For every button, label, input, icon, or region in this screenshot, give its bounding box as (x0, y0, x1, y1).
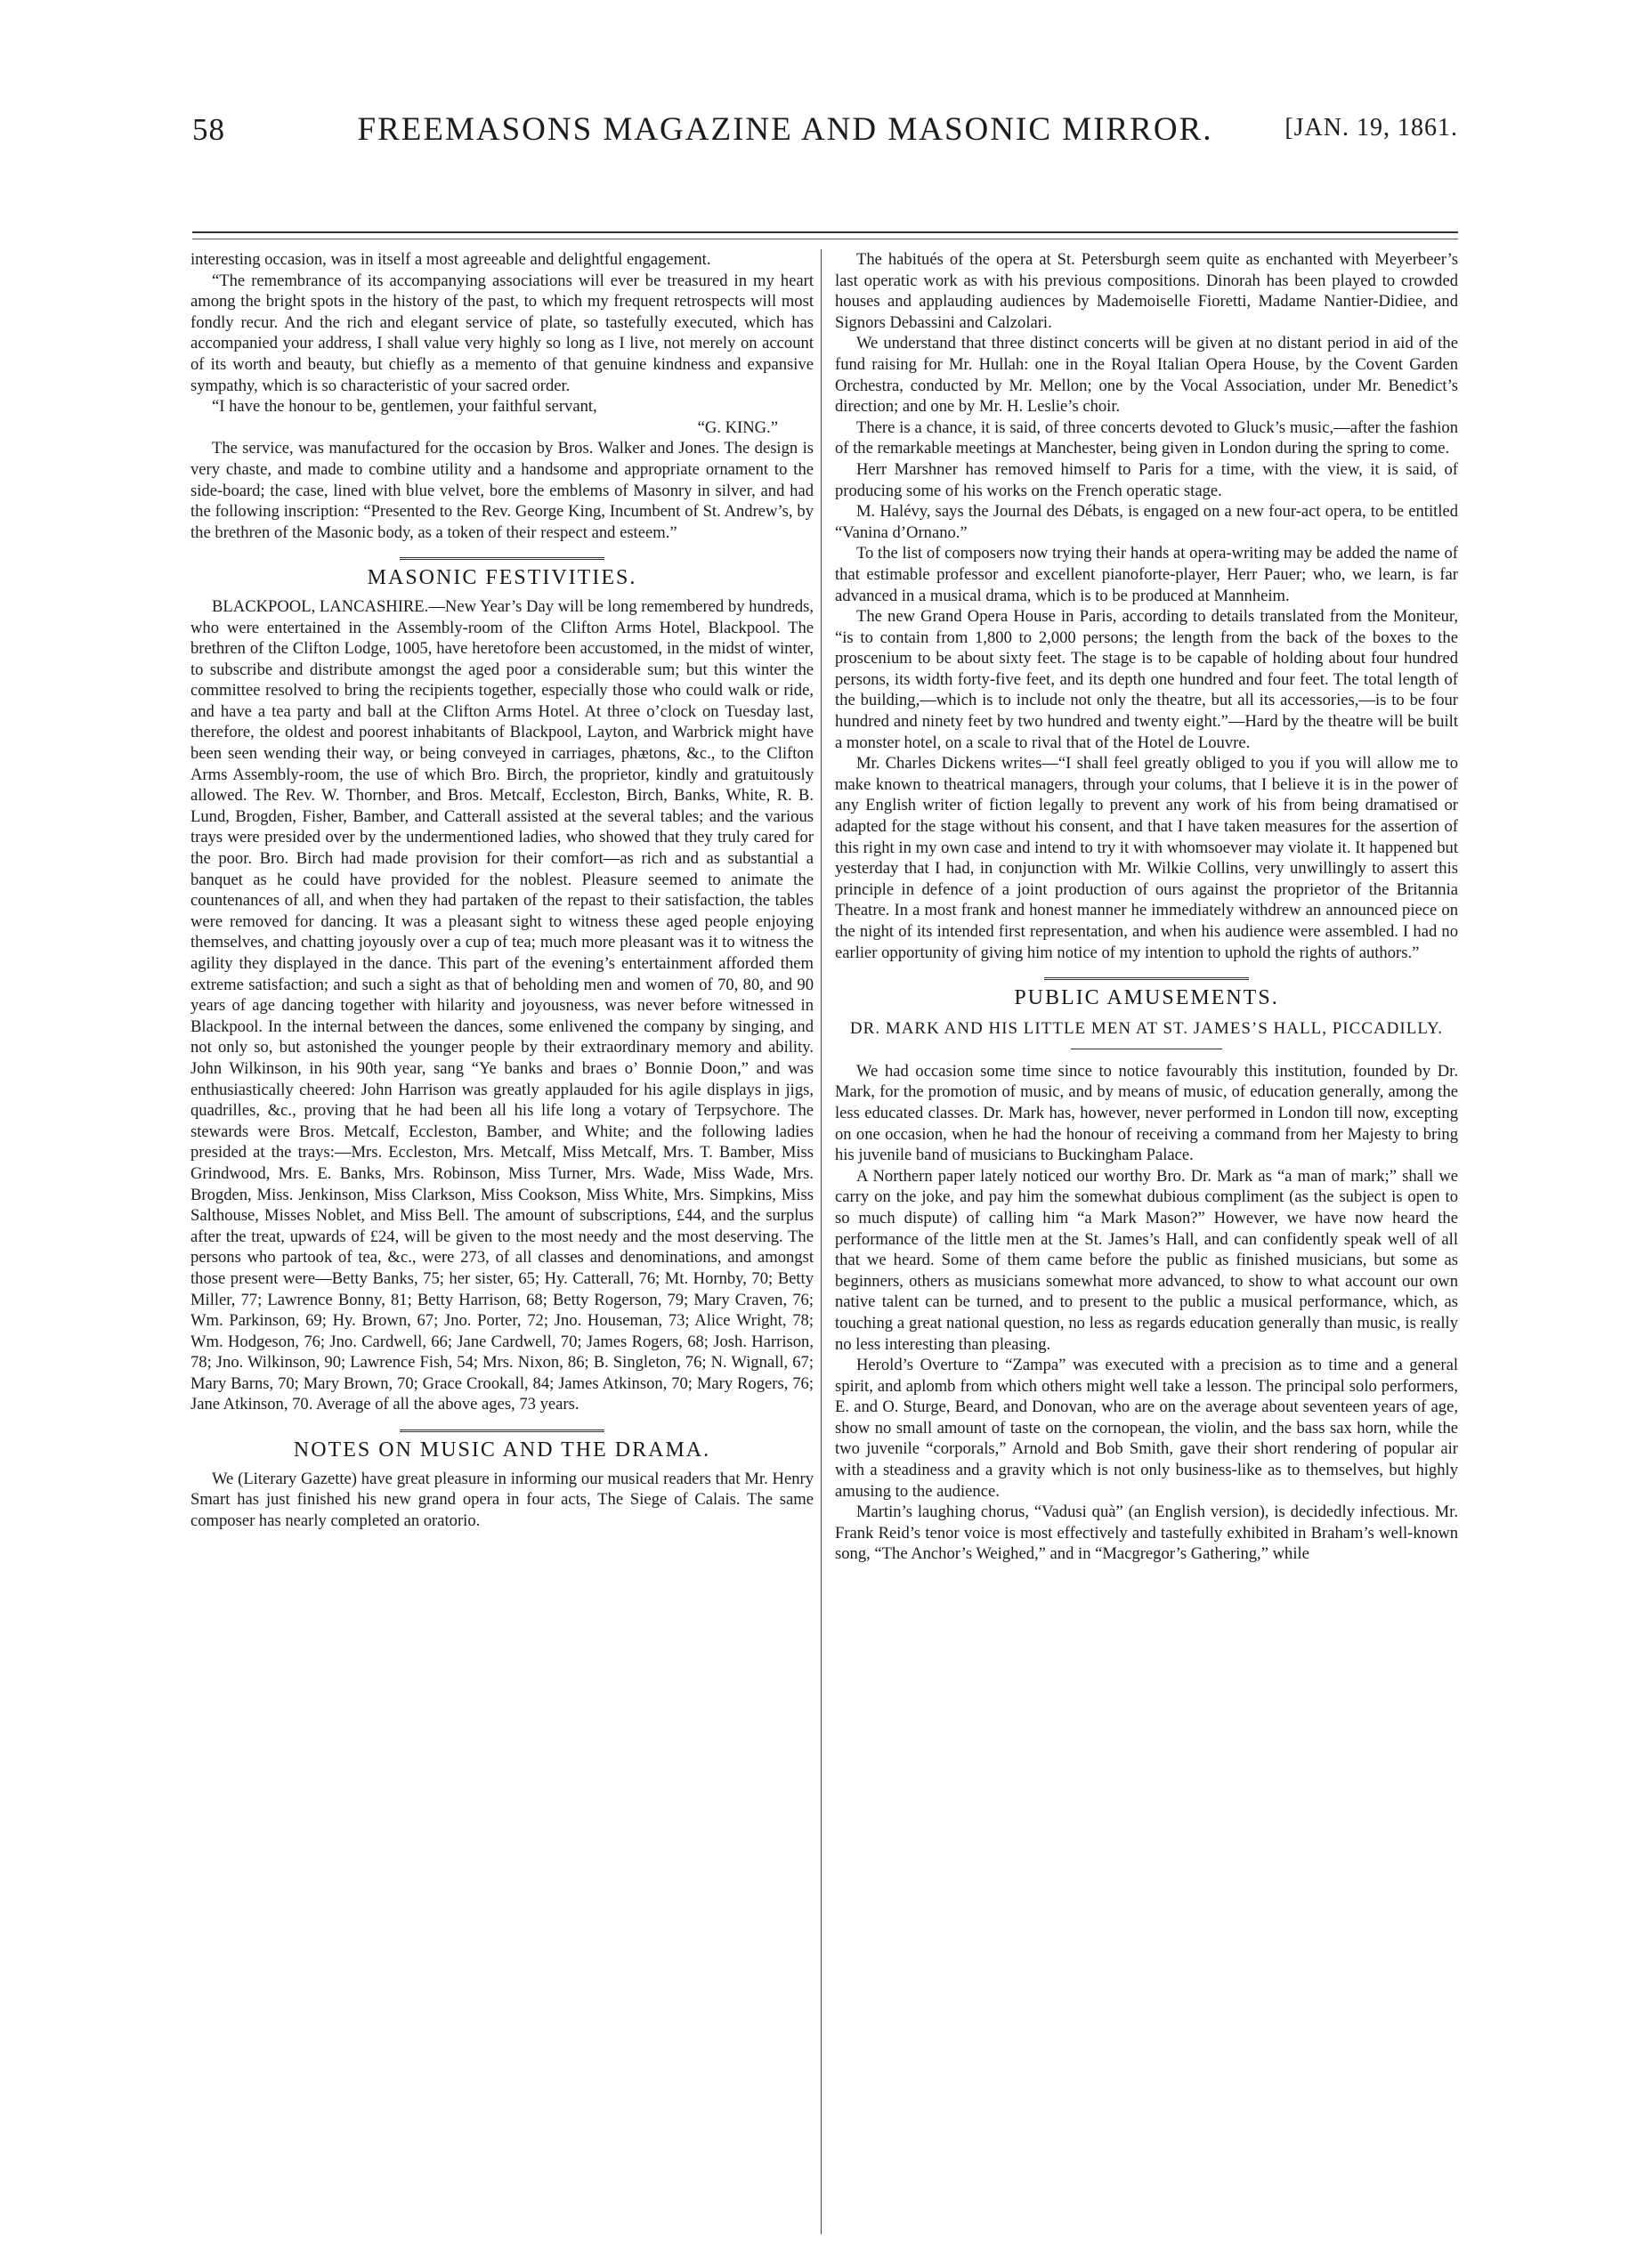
page-header (192, 112, 1458, 158)
paragraph: We (Literary Gazette) have great pleasure in informing our musical readers that Mr. Henry Smart has just finished his new grand opera in four acts, The Siege of Calais. The same composer has nearly completed an oratorio. (190, 1469, 814, 1530)
header-rule (192, 231, 1458, 233)
paragraph: Mr. Charles Dickens writes—“I shall feel greatly obliged to you if you will allow me to make known to theatrical managers, through your colums, that I believe it is in the power of any English writer of fiction legally to prevent any work of his from being dramatised or adapted for the stage without his consent, and that I have taken measures for the assertion of this right in my own case and intend to try it with whomsoever may violate it. It happened but yesterday that I had, in conjunction with Mr. Wilkie Collins, very unwillingly to assert this principle in defence of a joint production of ours against the proprietor of the Britannia Theatre. In a most frank and honest manner he immediately withdrew an announced piece on the night of its intended first representation, and when his audience were assembled. I had no earlier opportunity of giving him notice of my intention to uphold the rights of authors.” (835, 754, 1458, 962)
left-column (190, 249, 814, 2234)
paragraph: M. Halévy, says the Journal des Débats, is engaged on a new four-act opera, to be entitled “Vanina d’Ornano.” (835, 502, 1458, 542)
masthead-title: FREEMASONS MAGAZINE AND MASONIC MIRROR. (357, 111, 1213, 148)
paragraph: We had occasion some time since to notice favourably this institution, founded by Dr. Mark, for the promotion of music, and by means of music, of education generally, among the less educated classes. Dr. Mark has, however, never performed in London till now, excepting on one occasion, when he had the honour of receiving a command from her Majesty to bring his juvenile band of musicians to Buckingham Palace. (835, 1061, 1458, 1165)
paragraph: We understand that three distinct concerts will be given at no distant period in aid of the fund raising for Mr. Hullah: one in the Royal Italian Opera House, by the Covent Garden Orchestra, conducted by Mr. Mellon; one by the Vocal Association, under Mr. Benedict’s direction; and one by Mr. H. Leslie’s choir. (835, 334, 1458, 417)
section-divider (1044, 977, 1249, 983)
paragraph: Herold’s Overture to “Zampa” was executed with a precision as to time and a general spirit, and aplomb from which others might well take a lesson. The principal solo performers, E. and O. Sturge, Beard, and Donovan, who are on the average about seventeen years of age, show no small amount of taste on the cornopean, the violin, and the bass sax horn, while the two juvenile “corporals,” Arnold and Bob Smith, gave their short rendering of popular air with a steadiness and a gravity which is not only business-like as to themselves, but highly amusing to the audience. (835, 1356, 1458, 1501)
page-number: 58 (192, 112, 225, 147)
section-heading-festivities: MASONIC FESTIVITIES. (367, 566, 637, 590)
paragraph: interesting occasion, was in itself a most agreeable and delightful engagement. (190, 250, 711, 269)
paragraph: Herr Marshner has removed himself to Paris for a time, with the view, it is said, of producing some of his works on the French operatic stage. (835, 459, 1458, 500)
paragraph: The service, was manufactured for the occasion by Bros. Walker and Jones. The design is very chaste, and made to combine utility and a handsome and appropriate ornament to the side-board; the case, lined with blue velvet, bore the emblems of Masonry in silver, and had the following inscription: “Presented to the Rev. George King, Incumbent of St. Andrew’s, by the brethren of the Masonic body, as a token of their respect and esteem.” (190, 439, 814, 542)
subheading-rule (1071, 1049, 1222, 1052)
section-divider (400, 557, 604, 563)
column-divider (821, 249, 822, 2234)
paragraph: “I have the honour to be, gentlemen, your faithful servant, (212, 397, 597, 417)
section-divider (400, 1430, 604, 1435)
paragraph: To the list of composers now trying their hands at opera-writing may be added the name of that estimable professor and excellent pianoforte-player, Herr Pauer; who, we learn, is far advanced in a musical drama, which is to be produced at Mannheim. (835, 544, 1458, 605)
paragraph: There is a chance, it is said, of three concerts devoted to Gluck’s music,—after the fashion of the remarkable meetings at Manchester, being given in London during the spring to come. (835, 417, 1458, 458)
subheading-dr-mark: DR. MARK AND HIS LITTLE MEN AT ST. JAMES’S HALL, PICCADILLY. (849, 1018, 1444, 1038)
signature: “G. KING.” (697, 417, 778, 437)
section-heading-amusements: PUBLIC AMUSEMENTS. (1014, 986, 1279, 1010)
section-heading-music: NOTES ON MUSIC AND THE DRAMA. (293, 1438, 711, 1462)
paragraph: A Northern paper lately noticed our worthy Bro. Dr. Mark as “a man of mark;” shall we carry on the joke, and pay him the somewhat dubious compliment (as the subject is open to so much dispute) of calling him “a Mark Mason?” However, we have now heard the performance of the little men at the St. James’s Hall, and can confidently speak well of all that we heard. Some of them came before the public as finished musicians, but some as beginners, others as musicians somewhat more advanced, to show to what account our own native talent can be turned, and to present to the public a musical performance, which, as touching a great national question, no less as regards education generally than music, is really no less interesting than pleasing. (835, 1166, 1458, 1354)
paragraph: The habitués of the opera at St. Petersburgh seem quite as enchanted with Meyerbeer’s last operatic work as with his previous compositions. Dinorah has been played to crowded houses and applauding audiences by Mademoiselle Fioretti, Madame Nantier-Didiee, and Signors Debassini and Calzolari. (835, 250, 1458, 332)
paragraph: Martin’s laughing chorus, “Vadusi quà” (an English version), is decidedly infectious. Mr. Frank Reid’s tenor voice is most effectively and tastefully exhibited in Braham’s well-known song, “The Anchor’s Weighed,” and in “Macgregor’s Gathering,” while (835, 1503, 1458, 1564)
paragraph: BLACKPOOL, LANCASHIRE.—New Year’s Day will be long remembered by hundreds, who were entertained in the Assembly-room of the Clifton Arms Hotel, Blackpool. The brethren of the Clifton Lodge, 1005, have heretofore been accustomed, in the midst of winter, to subscribe and distribute amongst the aged poor a considerable sum; but this winter the committee resolved to bring the recipients together, especially those who could walk or ride, and have a tea party and ball at the Clifton Arms Hotel. At three o’clock on Tuesday last, therefore, the oldest and poorest inhabitants of Blackpool, Layton, and Warbrick might have been seen wending their way, or being conveyed in carriages, phætons, &c., to the Clifton Arms Assembly-room, the use of which Bro. Birch, the proprietor, kindly and gratuitously allowed. The Rev. W. Thornber, and Bros. Metcalf, Eccleston, Birch, Banks, White, R. B. Lund, Brogden, Fisher, Bamber, and Catterall assisted at the several tables; and the various trays were presided over by the undermentioned ladies, who showed that they truly cared for the poor. Bro. Birch had made provision for their comfort—as rich and as substantial a banquet as he could have provided for the noblest. Pleasure seemed to animate the countenances of all, and when they had partaken of the repast to their satisfaction, the tables were removed for dancing. It was a pleasant sight to witness these aged people enjoying themselves, and chatting joyously over a cup of tea; much more pleasant was it to witness the agility they displayed in the dance. This part of the evening’s entertainment afforded them extreme satisfaction; and such a sight as that of beholding men and women of 70, 80, and 90 years of age dancing together with hilarity and joyousness, was never before witnessed in Blackpool. In the internal between the dances, some enlivened the company by singing, and not only so, but astonished the younger people by their extraordinary memory and ability. John Wilkinson, in his 90th year, sang “Ye banks and braes o’ Bonnie Doon,” and was enthusiastically cheered: John Harrison was greatly applauded for his agile displays in jigs, quadrilles, &c., proving that he had been all his life long a votary of Terpsychore. The stewards were Bros. Metcalf, Eccleston, Bamber, and White; and the following ladies presided at the trays:—Mrs. Eccleston, Mrs. Metcalf, Miss Metcalf, Mrs. T. Bamber, Miss Grindwood, Mrs. E. Banks, Mrs. Robinson, Miss Turner, Mrs. Wade, Miss Wade, Mrs. Brogden, Miss. Jenkinson, Miss Clarkson, Miss Cookson, Miss White, Mrs. Simpkins, Miss Salthouse, Misses Noblet, and Miss Bell. The amount of subscriptions, £44, and the surplus after the treat, upwards of £24, will be given to the most needy and the most deserving. The persons who partook of tea, &c., were 273, of all classes and denominations, and amongst those present were—Betty Banks, 75; her sister, 65; Hy. Catterall, 76; Mt. Hornby, 70; Betty Miller, 77; Lawrence Bonny, 81; Betty Harrison, 68; Betty Rogerson, 79; Mary Craven, 76; Wm. Parkinson, 69; Hy. Brown, 67; Jno. Porter, 72; Jno. Houseman, 73; Alice Wright, 78; Wm. Hodgeson, 76; Jno. Cardwell, 66; Jane Cardwell, 70; James Rogers, 68; Josh. Harrison, 78; Jno. Wilkinson, 90; Lawrence Fish, 54; Mrs. Nixon, 86; B. Singleton, 76; N. Wignall, 67; Mary Barns, 70; Mary Brown, 70; Grace Crookall, 84; James Atkinson, 70; Mary Rogers, 76; Jane Atkinson, 70. Average of all the above ages, 73 years. (190, 596, 814, 1414)
paragraph: The new Grand Opera House in Paris, according to details translated from the Moniteur, “is to contain from 1,800 to 2,000 persons; the length from the back of the boxes to the proscenium to be about sixty feet. The stage is to be capable of holding about four hundred persons, its width forty-five feet, and its depth one hundred and four feet. The total length of the building,—which is to include not only the theatre, but all its accessories,—is to be four hundred and ninety feet by two hundred and twenty eight.”—Hard by the theatre will be built a monster hotel, on a scale to rival that of the Hotel de Louvre. (835, 607, 1458, 752)
paragraph: “The remembrance of its accompanying associations will ever be treasured in my heart among the bright spots in the history of the past, to which my frequent retrospects will most fondly recur. And the rich and elegant service of plate, so tastefully executed, which has accompanied your address, I shall value very highly so long as I live, not merely on account of its worth and beauty, but chiefly as a memento of that genuine kindness and expansive sympathy, which is so characteristic of your sacred order. (190, 271, 814, 395)
right-column (835, 249, 1458, 2234)
issue-date: [JAN. 19, 1861. (1284, 114, 1458, 142)
